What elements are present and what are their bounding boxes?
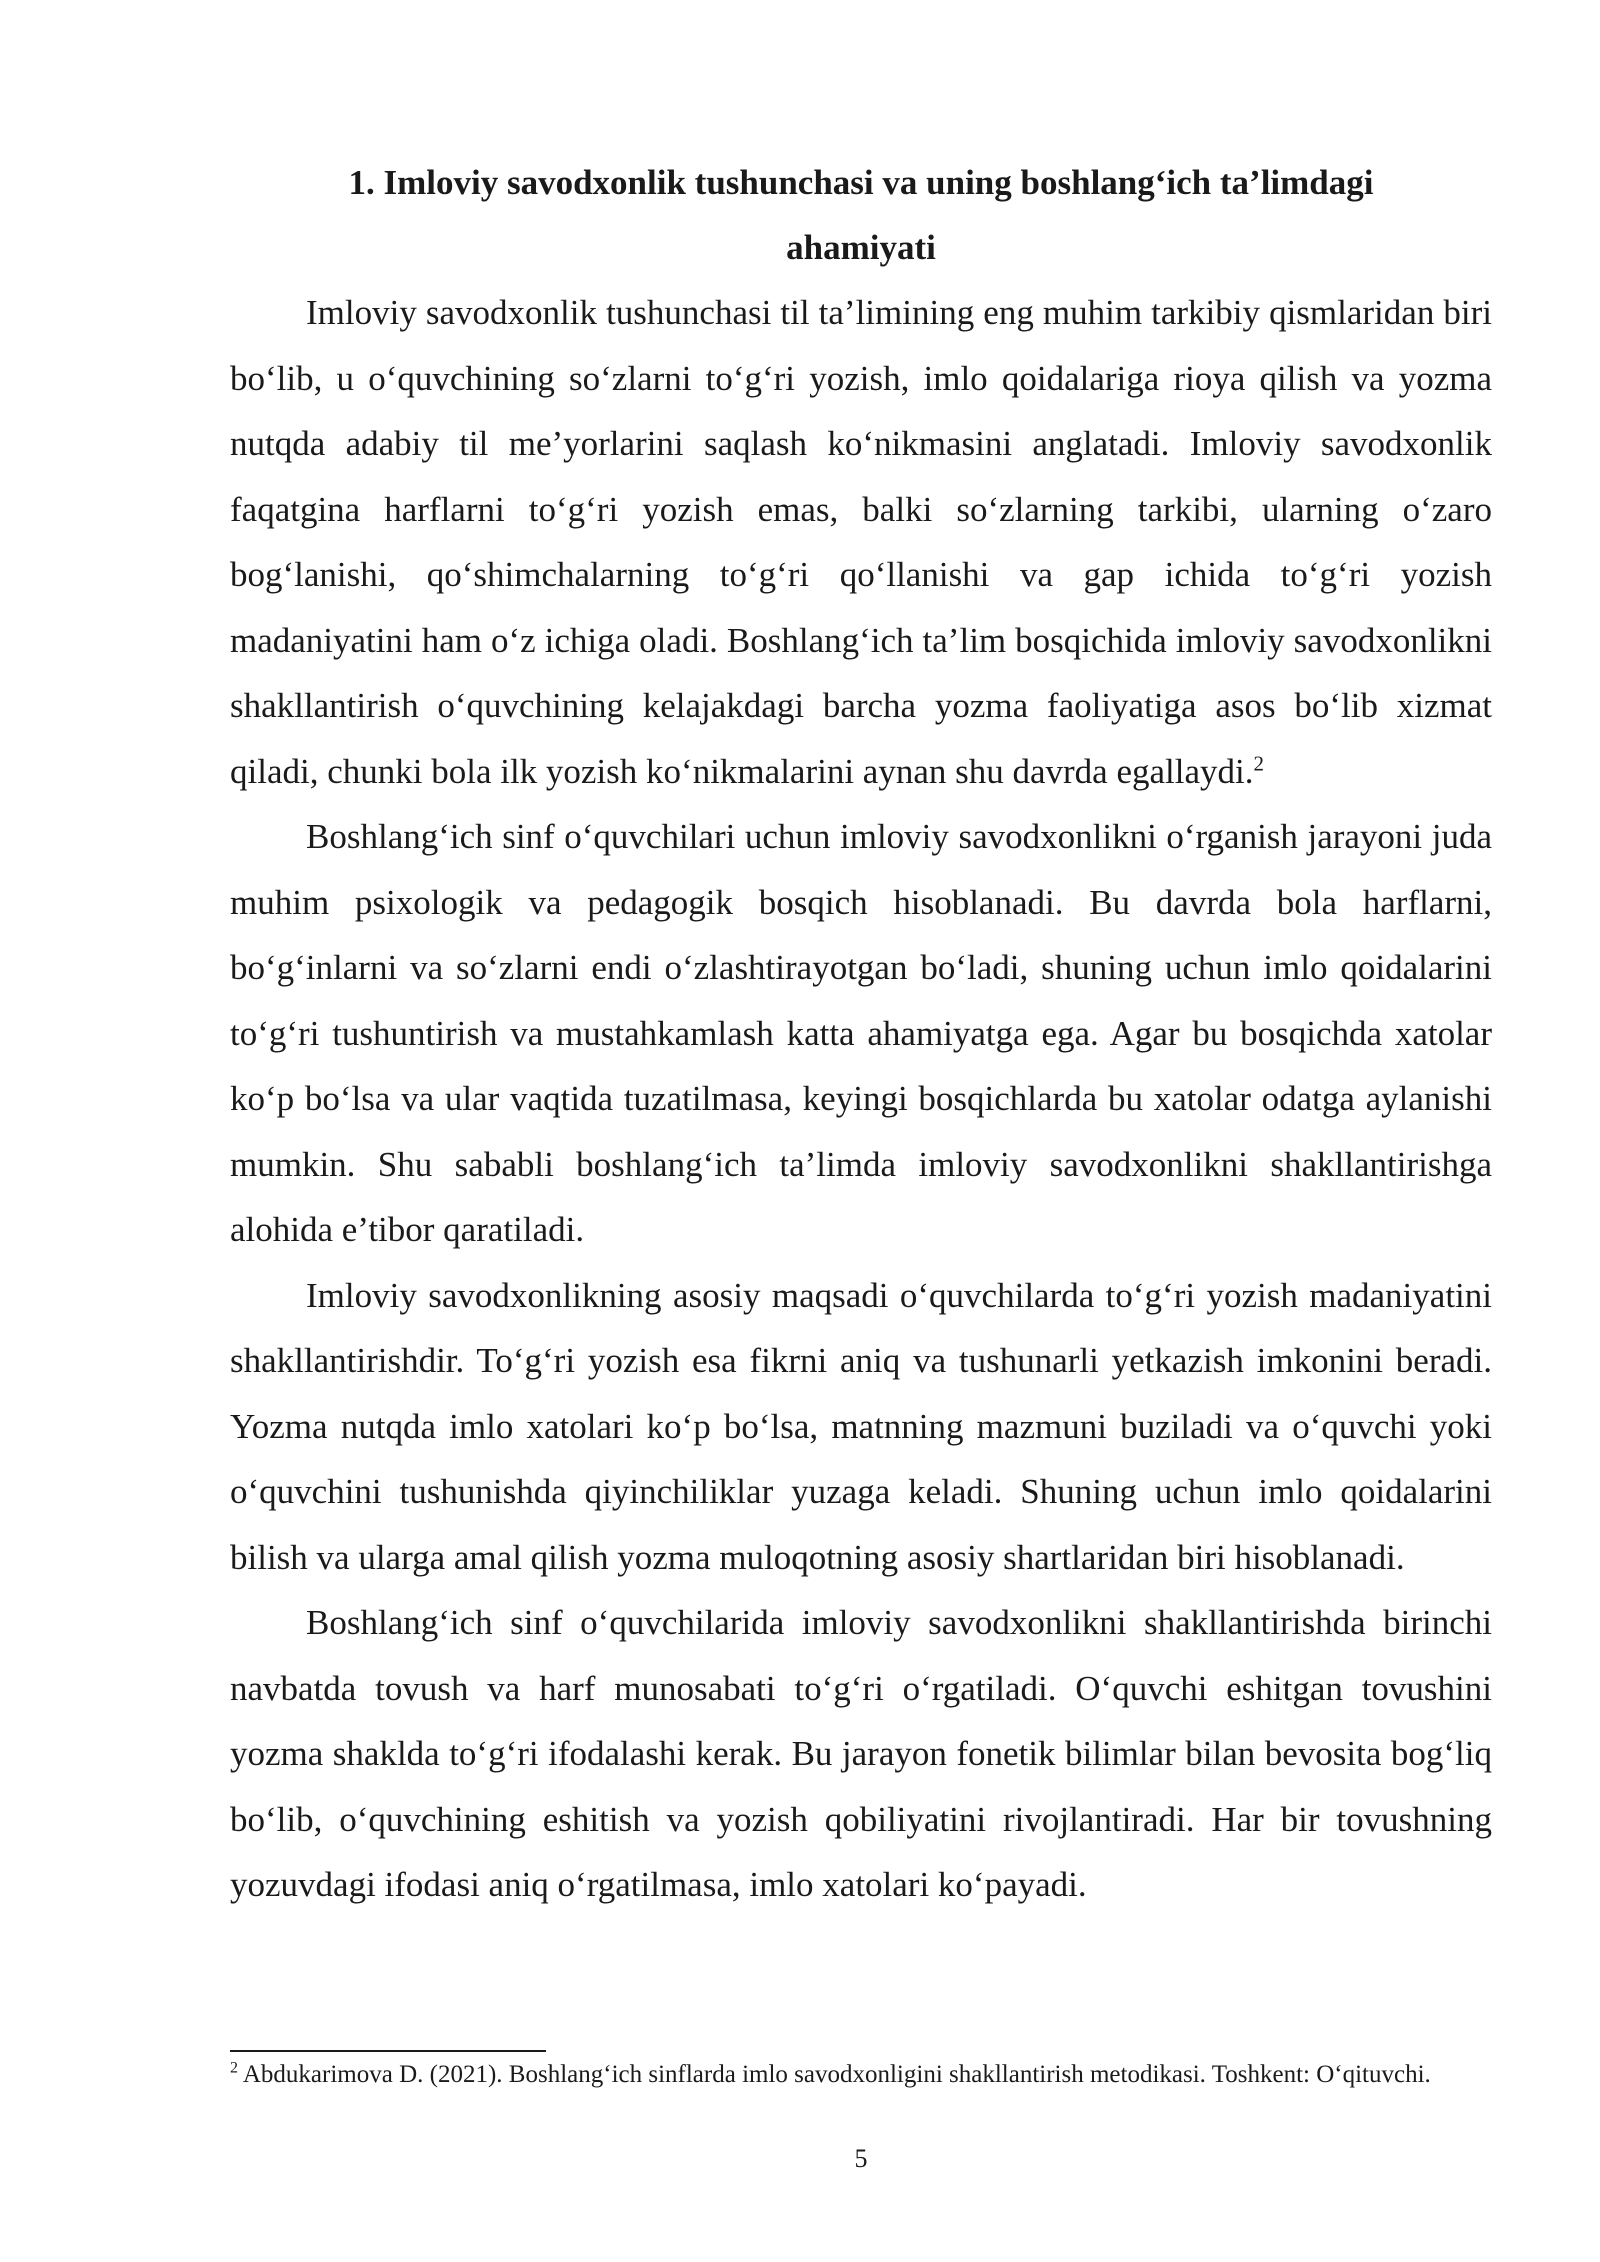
page-number: 5 <box>854 2144 868 2173</box>
paragraph-2: Boshlang‘ich sinf o‘quvchilari uchun imloviy savodxonlikni o‘rganish jarayoni juda muhim psixologik va pedagogik bosqich hisoblanadi. Bu davrda bola harflarni, bo‘g‘inlarni va so‘zlarni endi o‘zlashtirayotgan bo‘ladi, shuning uchun imlo qoidalarini to‘g‘ri tushuntirish va mustahkamlash katta ahamiyatga ega. Agar bu bosqichda xatolar ko‘p bo‘lsa va ular vaqtida tuzatilmasa, keyingi bosqichlarda bu xatolar odatga aylanishi mumkin. Shu sababli boshlang‘ich ta’limda imloviy savodxonlikni shakllantirishga alohida e’tibor qaratiladi. <box>230 817 1492 1249</box>
footnote-divider <box>230 2050 546 2052</box>
section-heading <box>230 150 1492 280</box>
page-body <box>230 150 1492 1918</box>
footnote-marker: 2 <box>230 2059 238 2077</box>
paragraph-4: Boshlang‘ich sinf o‘quvchilarida imloviy savodxonlikni shakllantirishda birinchi navbatda tovush va harf munosabati to‘g‘ri o‘rgatiladi. O‘quvchi eshitgan tovushini yozma shaklda to‘g‘ri ifodalashi kerak. Bu jarayon fonetik bilimlar bilan bevosita bog‘liq bo‘lib, o‘quvchining eshitish va yozish qobiliyatini rivojlantiradi. Har bir tovushning yozuvdagi ifodasi aniq o‘rgatilmasa, imlo xatolari ko‘payadi. <box>230 1603 1492 1904</box>
footnote-reference[interactable]: 2 <box>1253 750 1264 775</box>
paragraph-1 <box>230 280 1492 804</box>
paragraph-1-text: Imloviy savodxonlik tushunchasi til ta’limining eng muhim tarkibiy qismlaridan biri bo‘lib, u o‘quvchining so‘zlarni to‘g‘ri yozish, imlo qoidalariga rioya qilish va yozma nutqda adabiy til me’yorlarini saqlash ko‘nikmasini anglatadi. Imloviy savodxonlik faqatgina harflarni to‘g‘ri yozish emas, balki so‘zlarning tarkibi, ularning o‘zaro bog‘lanishi, qo‘shimchalarning to‘g‘ri qo‘llanishi va gap ichida to‘g‘ri yozish madaniyatini ham o‘z ichiga oladi. Boshlang‘ich ta’lim bosqichida imloviy savodxonlikni shakllantirish o‘quvchining kelajakdagi barcha yozma faoliyatiga asos bo‘lib xizmat qiladi, chunki bola ilk yozish ko‘nikmalarini aynan shu davrda egallaydi. <box>230 293 1492 791</box>
section-heading-line-2: ahamiyati <box>786 228 936 267</box>
paragraph-3: Imloviy savodxonlikning asosiy maqsadi o‘quvchilarda to‘g‘ri yozish madaniyatini shakllantirishdir. To‘g‘ri yozish esa fikrni aniq va tushunarli yetkazish imkonini beradi. Yozma nutqda imlo xatolari ko‘p bo‘lsa, matnning mazmuni buziladi va o‘quvchi yoki o‘quvchini tushunishda qiyinchiliklar yuzaga keladi. Shuning uchun imlo qoidalarini bilish va ularga amal qilish yozma muloqotning asosiy shartlaridan biri hisoblanadi. <box>230 1275 1492 1577</box>
footnote <box>230 2058 1492 2091</box>
footnote-text: Abdukarimova D. (2021). Boshlang‘ich sinflarda imlo savodxonligini shakllantirish metodikasi. Toshkent: O‘qituvchi. <box>242 2061 1431 2088</box>
section-heading-line-1: 1. Imloviy savodxonlik tushunchasi va uning boshlang‘ich ta’limdagi <box>348 163 1374 202</box>
